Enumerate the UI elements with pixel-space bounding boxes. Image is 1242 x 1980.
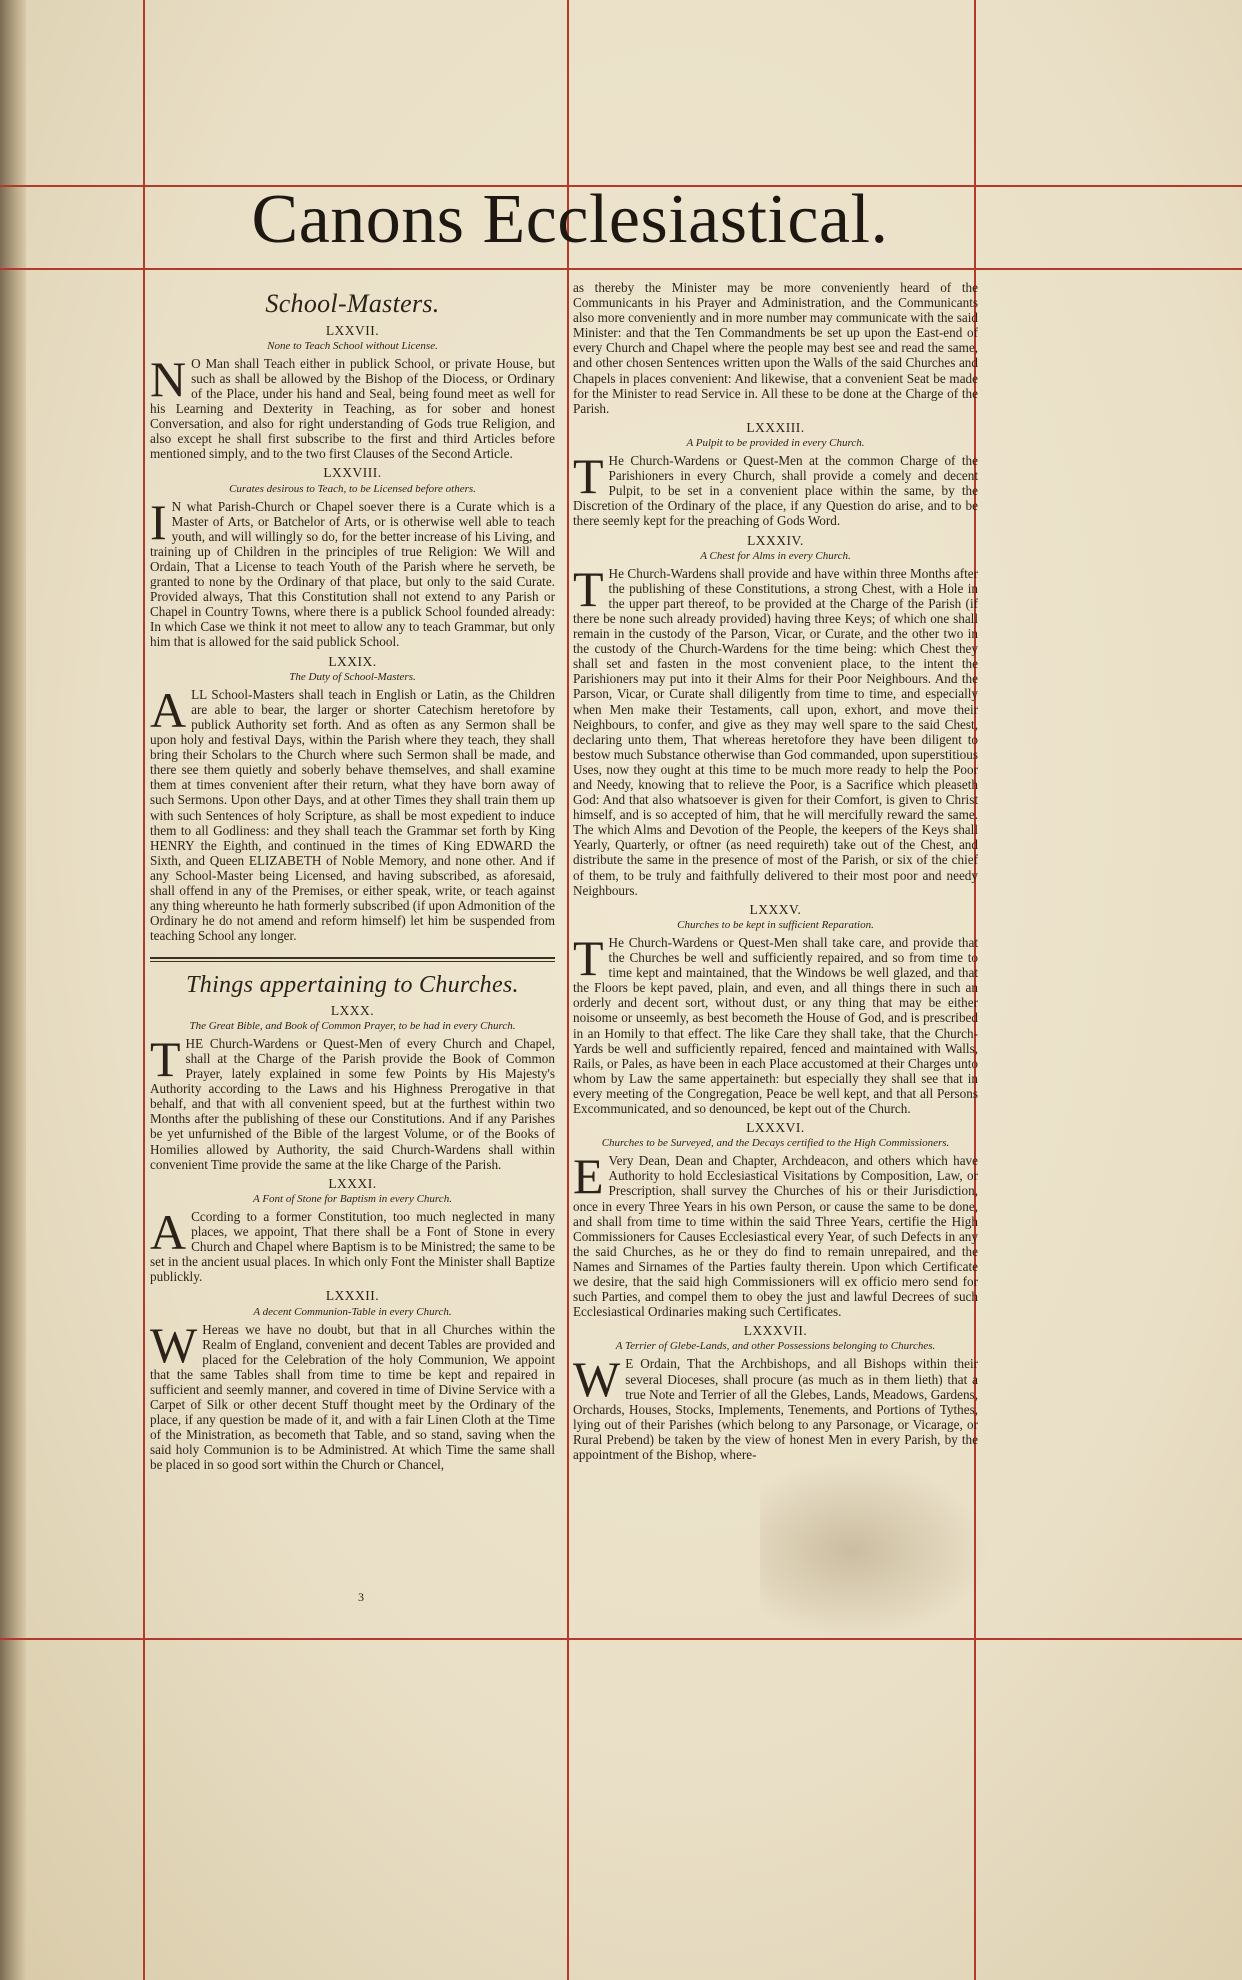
section-divider xyxy=(150,957,555,962)
canon-subtitle: A Terrier of Glebe-Lands, and other Possessions belonging to Churches. xyxy=(615,1340,936,1353)
canon-body-text: Hereas we have no doubt, but that in all Churches within the Realm of England, convenient and decent Tables are provided and placed for the Celebration of the holy Communion, We appoint that the same Tables shall from time to time be kept and repaired in sufficient and seemly manner, and covered in time of Divine Service with a Carpet of Silk or other decent Stuff thought meet by the Ordinary of the place, if any question be made of it, and with a fair Linen Cloth at the Time of the Ministration, as becometh that Table, and so stand, saving when the said holy Communion is to be Administred. At which Time the same shall be placed in so good sort within the Church or Chancel, xyxy=(150,1321,555,1473)
canon-subtitle: A Pulpit to be provided in every Church. xyxy=(686,436,865,449)
canon-body-text: LL School-Masters shall teach in English or Latin, as the Children are able to bear, the larger or shorter Catechism heretofore by publick Authority set forth. And as often as any Sermon shall be upon holy and festival Days, within the Parish where they teach, they shall bring their Scholars to the Church where such Sermon shall be made, and there see them quietly and soberly behave themselves, and shall examine them at times convenient after their return, what they have born away of such Sermons. Upon other Days, and at other Times they shall train them up with such Sentences of holy Scripture, as shall be most expedient to induce them to all Godliness: and they shall teach the Grammar set forth by King HENRY the Eighth, and continued in the times of King EDWARD the Sixth, and Queen ELIZABETH of Noble Memory, and none other. And if any School-Master being Licensed, and having subscribed, as aforesaid, shall offend in any of the Premises, or either speak, write, or teach against any thing whereunto he hath formerly subscribed (if upon Admonition of the Ordinary he do not amend and reform himself) let him be suspended from teaching School any longer. xyxy=(150,686,555,944)
canon-78 xyxy=(150,465,555,649)
right-column xyxy=(573,280,978,1640)
canon-number: LXXXIII. xyxy=(746,419,805,435)
page-number: 3 xyxy=(358,1590,364,1604)
canon-subtitle: The Great Bible, and Book of Common Prayer, to be had in every Church. xyxy=(189,1019,516,1032)
canon-number: LXXIX. xyxy=(328,653,377,669)
canon-number: LXXXVI. xyxy=(746,1120,805,1136)
canon-number: LXXXVII. xyxy=(743,1323,808,1339)
canon-number: LXXXIV. xyxy=(747,532,804,548)
canon-85 xyxy=(573,902,978,1116)
canon-body-text: He Church-Wardens shall provide and have within three Months after the publishing of these Constitutions, a strong Chest, with a Hole in the upper part thereof, to be provided at the Charge of the Parish (if there be none such already provided) having three Keys; of which one shall remain in the custody of the Parson, Vicar, or Curate, and the other two in the custody of the Church-Wardens for the time being: which Chest they shall set and fasten in the most convenient place, to the intent the Parishioners may put into it their Alms for their Poor Neighbours. And the Parson, Vicar, or Curate shall diligently from time to time, and especially when Men make their Testaments, call upon, exhort, and move their Neighbours, to confer, and give as they may well spare to the said Chest, declaring unto them, That whereas heretofore they have been diligent to bestow much Substance otherwise than God commanded, upon superstitious Uses, now they ought at this time to be much more ready to help the Poor and Needy, knowing that to relieve the Poor, is a Sacrifice which pleaseth God: And that also whatsoever is given for their Comfort, is given to Christ himself, and is so accepted of him, that he will mercifully reward the same. The which Alms and Devotion of the People, the keepers of the Keys shall Yearly, Quarterly, or oftner (as need requireth) take out of the Chest, and distribute the same in the presence of most of the Parish, or six of the chief of them, to be truly and faithfully delivered to their most poor and needy Neighbours. xyxy=(573,565,978,898)
page-title: Canons Ecclesiastical. xyxy=(251,181,889,258)
canon-body-text: HE Church-Wardens or Quest-Men of every Church and Chapel, shall at the Charge of the Parish provide the Book of Common Prayer, lately explained in some few Points by His Majesty's Authority according to the Laws and his Highness Prerogative in that behalf, and that with all convenient speed, but at the furthest within two Months after the publishing of these our Constitutions. And if any Parishes be yet unfurnished of the Bible of the largest Volume, or of the Books of Homilies allowed by Authority, the said Church-Wardens shall within convenient Time provide the same at the like Charge of the Parish. xyxy=(150,1035,555,1172)
dropcap: E xyxy=(573,1148,604,1205)
canon-subtitle: None to Teach School without License. xyxy=(267,339,438,352)
canon-body-text: E Ordain, That the Archbishops, and all Bishops within their several Dioceses, shall procure (as much as in them lieth) that a true Note and Terrier of all the Glebes, Lands, Meadows, Gardens, Orchards, Houses, Stocks, Implements, Tenements, and Portions of Tythes, lying out of their Parishes (which belong to any Parsonage, or Vicarage, or Rural Prebend) be taken by the view of honest Men in every Parish, by the appointment of the Bishop, where- xyxy=(573,1356,978,1463)
canon-number: LXXXV. xyxy=(749,901,802,917)
dropcap: W xyxy=(150,1316,198,1373)
canon-subtitle: A Chest for Alms in every Church. xyxy=(700,549,851,562)
section-title-school-masters: School-Masters. xyxy=(265,289,440,318)
canon-subtitle: Curates desirous to Teach, to be Licensed before others. xyxy=(229,482,476,495)
dropcap: I xyxy=(150,493,167,550)
canon-86 xyxy=(573,1120,978,1319)
canon-body-text: Very Dean, Dean and Chapter, Archdeacon, and others which have Authority to hold Ecclesiastical Visitations by Composition, Law, or Prescription, shall survey the Churches of his or their Jurisdiction, once in every Three Years in his own Person, or cause the same to be done, and shall from time to time within the said Three Years, certifie the High Commissioners for Causes Ecclesiastical every Year, of such Defects in any the said Churches, as he or they do find to remain unrepaired, and the Names and Sirnames of the Parties faulty therein. Upon which Certificate we desire, that the said high Commissioners will ex officio mero send for such Parties, and compel them to obey the just and lawful Decrees of such Ecclesiastical Ordinaries making such Certificates. xyxy=(573,1153,978,1320)
canon-text xyxy=(150,350,555,462)
canon-80 xyxy=(150,1003,555,1172)
canon-body-text: O Man shall Teach either in publick School, or private House, but such as shall be allowed by the Bishop of the Diocess, or Ordinary of the Place, under his hand and Seal, being found meet as well for his Learning and Dexterity in Teaching, as for sober and honest Conversation, and also for right understanding of Gods true Religion, and also except he shall first subscribe to the first and third Articles before mentioned simply, and to the two first Clauses of the Second Article. xyxy=(150,355,555,462)
dropcap: W xyxy=(573,1351,621,1408)
canon-body-text: He Church-Wardens or Quest-Men at the common Charge of the Parishioners in every Church, shall provide a comely and decent Pulpit, to be set in a convenient place within the same, by the Discretion of the Ordinary of the place, if any Question do arise, and to be there seemly kept for the preaching of Gods Word. xyxy=(573,453,978,529)
canon-82 xyxy=(150,1288,555,1472)
canon-subtitle: Churches to be kept in sufficient Reparation. xyxy=(677,918,874,931)
canon-81 xyxy=(150,1176,555,1285)
canon-subtitle: Churches to be Surveyed, and the Decays certified to the High Commissioners. xyxy=(601,1137,950,1150)
dropcap: T xyxy=(150,1030,181,1087)
canon-84 xyxy=(573,533,978,898)
dropcap: T xyxy=(573,560,604,617)
canon-text xyxy=(573,1148,978,1320)
red-rule-vertical xyxy=(143,0,145,1980)
canon-body-text: He Church-Wardens or Quest-Men shall take care, and provide that the Churches be well and sufficiently repaired, and so from time to time kept and maintained, that the Windows be well glazed, and that the Floors be kept paved, plain, and even, and all things there in such an orderly and decent sort, without dust, or any thing that may be either noisome or unseemly, as best becometh the House of God, and is prescribed in an Homily to that effect. The like Care they shall take, that the Church-Yards be well and sufficiently repaired, fenced and maintained with Walls, Rails, or Pales, as have been in each Place accustomed at their Charges unto whom by Law the same appertaineth: but especially they shall see that in every meeting of the Congregation, Peace be well kept, and that all Persons Excommunicated, and so denounced, be kept out of the Church. xyxy=(573,934,978,1116)
dropcap: A xyxy=(150,681,187,738)
dropcap: A xyxy=(150,1203,187,1260)
dropcap: N xyxy=(150,350,187,407)
canon-number: LXXXI. xyxy=(328,1175,377,1191)
canon-text xyxy=(573,560,978,898)
section-title-churches: Things appertaining to Churches. xyxy=(186,972,519,999)
canon-body-text: Ccording to a former Constitution, too much neglected in many places, we appoint, That there shall be a Font of Stone in every Church and Chapel where Baptism is to be Ministred; the same to be set in the ancient usual places. In which only Font the Minister shall Baptize publickly. xyxy=(150,1208,555,1285)
canon-text xyxy=(150,1316,555,1473)
red-rule-vertical xyxy=(567,0,569,1980)
canon-83 xyxy=(573,420,978,529)
canon-79 xyxy=(150,654,555,944)
dropcap: T xyxy=(573,448,604,505)
canon-body-text: N what Parish-Church or Chapel soever there is a Curate which is a Master of Arts, or Batchelor of Arts, or is otherwise well able to teach youth, and will willingly so do, for the better increase of his Living, and training up of Children in the principles of true Religion: We Will and Ordain, That a License to teach Youth of the Parish where he serveth, be granted to none by the Ordinary of that place, but only to the said Curate. Provided always, That this Constitution shall not extend to any Parish or Chapel in Country Towns, where there is a publick School founded already: In which Case we think it not meet to allow any to teach Grammar, but only him that is allowed for the said publick School. xyxy=(150,498,555,650)
canon-text xyxy=(573,448,978,529)
binding-gutter xyxy=(0,0,26,1980)
continuation-text: as thereby the Minister may be more conveniently heard of the Communicants in his Prayer and Administration, and the Communicants also more conveniently and in more number may communicate with the said Minister: and that the Ten Commandments be set up upon the East-end of every Church and Chapel where the people may best see and read the same, and other chosen Sentences written upon the Walls of the said Churches and Chapels in places convenient: And likewise, that a convenient Seat be made for the Minister to read Service in. All these to be done at the Charge of the Parish. xyxy=(573,280,978,416)
canon-77 xyxy=(150,323,555,462)
canon-text xyxy=(150,493,555,650)
canon-subtitle: A Font of Stone for Baptism in every Church. xyxy=(253,1192,452,1205)
red-rule-horizontal xyxy=(0,268,1242,270)
left-column xyxy=(150,280,555,1640)
canon-subtitle: A decent Communion-Table in every Church. xyxy=(253,1305,452,1318)
canon-87 xyxy=(573,1323,978,1462)
dropcap: T xyxy=(573,929,604,986)
canon-number: LXXXII. xyxy=(325,1288,380,1304)
canon-number: LXXVIII. xyxy=(323,465,382,481)
canon-text xyxy=(150,1203,555,1285)
canon-text xyxy=(150,1030,555,1172)
canon-subtitle: The Duty of School-Masters. xyxy=(289,670,416,683)
canon-text xyxy=(573,1351,978,1463)
canon-number: LXXX. xyxy=(330,1002,375,1018)
canon-text xyxy=(150,681,555,944)
canon-number: LXXVII. xyxy=(325,322,380,338)
ink-smudge xyxy=(760,1460,990,1640)
canon-text xyxy=(573,929,978,1116)
